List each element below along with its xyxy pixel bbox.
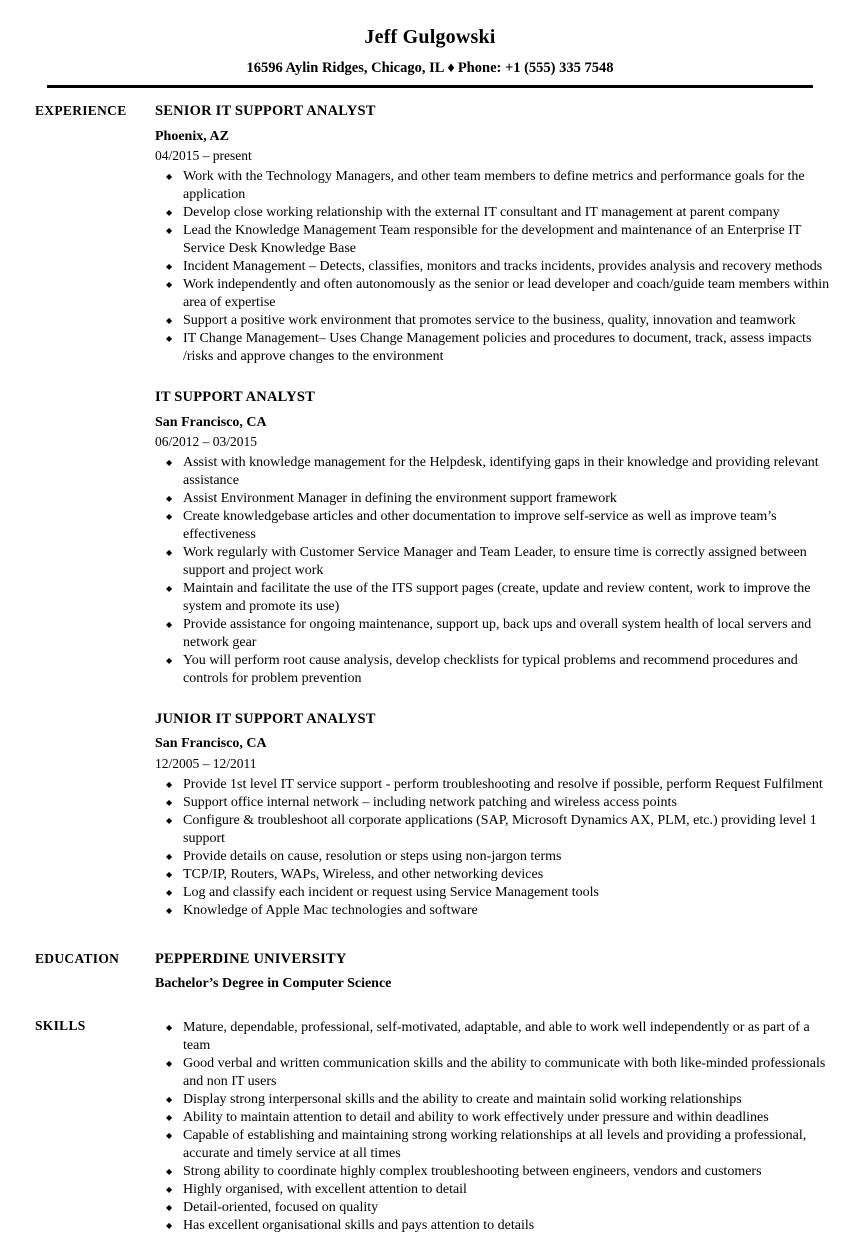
list-item: ◆ Assist Environment Manager in defining the environment support framework	[155, 490, 830, 508]
job-title: JUNIOR IT SUPPORT ANALYST	[155, 710, 376, 727]
list-item: ◆ Work with the Technology Managers, and other team members to define metrics and performance goals for the application	[155, 168, 830, 204]
list-item: ◆ Ability to maintain attention to detail and ability to work effectively under pressure and within deadlines	[155, 1109, 830, 1127]
list-item: ◆ IT Change Management– Uses Change Management policies and procedures to document, track, assess impacts /risks and approve changes to the environment	[155, 330, 830, 366]
list-item: ◆ Display strong interpersonal skills and the ability to create and maintain solid working relationships	[155, 1091, 830, 1109]
job-dates: 06/2012 – 03/2015	[155, 434, 258, 449]
job-bullet-list	[155, 454, 830, 688]
list-item: ◆ Incident Management – Detects, classifies, monitors and tracks incidents, provides analysis and recovery methods	[155, 258, 830, 276]
job-dates: 12/2005 – 12/2011	[155, 755, 257, 771]
job-bullet-list	[155, 776, 830, 920]
section-label-experience: EXPERIENCE	[35, 103, 127, 119]
list-item: ◆ Has excellent organisational skills and pays attention to details	[155, 1217, 830, 1235]
job-location: Phoenix, AZ	[155, 128, 229, 144]
job-title: IT SUPPORT ANALYST	[155, 389, 315, 406]
list-item: ◆ TCP/IP, Routers, WAPs, Wireless, and other networking devices	[155, 866, 830, 884]
experience-entry	[155, 710, 830, 920]
list-item: ◆ Create knowledgebase articles and other documentation to improve self-service as well as improve team’s effectiveness	[155, 508, 830, 544]
list-item: ◆ Assist with knowledge management for the Helpdesk, identifying gaps in their knowledge and providing relevant assistance	[155, 454, 830, 490]
job-dates: 04/2015 – present	[155, 148, 252, 164]
experience-entry	[155, 388, 830, 688]
list-item: ◆ Detail-oriented, focused on quality	[155, 1199, 830, 1217]
list-item: ◆ Knowledge of Apple Mac technologies and software	[155, 902, 830, 920]
list-item: ◆ Good verbal and written communication skills and the ability to communicate with both like-minded professionals and non IT users	[155, 1055, 830, 1091]
experience-entry	[155, 102, 830, 366]
list-item: ◆ Provide assistance for ongoing maintenance, support up, back ups and overall system health of local servers and network gear	[155, 616, 830, 652]
list-item: ◆ Maintain and facilitate the use of the ITS support pages (create, update and review content, work to improve the system and promote its use)	[155, 580, 830, 616]
diamond-separator-icon: ♦	[447, 60, 455, 76]
contact-line	[0, 60, 860, 77]
list-item: ◆ Provide 1st level IT service support - perform troubleshooting and resolve if possible, perform Request Fulfilment	[155, 776, 830, 794]
list-item: ◆ Work regularly with Customer Service Manager and Team Leader, to ensure time is correctly assigned between support and project work	[155, 544, 830, 580]
job-bullet-list	[155, 168, 830, 366]
list-item: ◆ Provide details on cause, resolution or steps using non-jargon terms	[155, 848, 830, 866]
list-item: ◆ Capable of establishing and maintaining strong working relationships at all levels and providing a professional, accurate and timely service at all times	[155, 1127, 830, 1163]
list-item: ◆ Work independently and often autonomously as the senior or lead developer and coach/guide team members within area of expertise	[155, 276, 830, 312]
resume-header	[0, 0, 860, 88]
list-item: ◆ Lead the Knowledge Management Team responsible for the development and maintenance of an Enterprise IT Service Desk Knowledge Base	[155, 222, 830, 258]
section-label-skills: SKILLS	[35, 1017, 86, 1033]
section-experience	[35, 102, 830, 919]
education-degree: Bachelor’s Degree in Computer Science	[155, 976, 392, 992]
education-body	[155, 950, 830, 995]
list-item: ◆ Support a positive work environment that promotes service to the business, quality, innovation and teamwork	[155, 312, 830, 330]
list-item: ◆ Mature, dependable, professional, self-motivated, adaptable, and able to work well independently or as part of a team	[155, 1019, 830, 1055]
list-item: ◆ Develop close working relationship with the external IT consultant and IT management at parent company	[155, 204, 830, 222]
job-location: San Francisco, CA	[155, 414, 267, 430]
education-school: PEPPERDINE UNIVERSITY	[155, 950, 347, 967]
contact-address: 16596 Aylin Ridges, Chicago, IL	[246, 60, 445, 76]
resume-content	[0, 88, 860, 1234]
list-item: ◆ Strong ability to coordinate highly complex troubleshooting between engineers, vendors and customers	[155, 1163, 830, 1181]
contact-phone: Phone: +1 (555) 335 7548	[457, 60, 614, 76]
list-item: ◆ Support office internal network – including network patching and wireless access points	[155, 794, 830, 812]
candidate-name: Jeff Gulgowski	[364, 26, 496, 48]
experience-body	[155, 102, 830, 919]
list-item: ◆ Configure & troubleshoot all corporate applications (SAP, Microsoft Dynamics AX, PLM, etc.) providing level 1 support	[155, 812, 830, 848]
list-item: ◆ Log and classify each incident or request using Service Management tools	[155, 884, 830, 902]
job-location: San Francisco, CA	[155, 736, 267, 752]
list-item: ◆ You will perform root cause analysis, develop checklists for typical problems and recommend procedures and controls for problem prevention	[155, 652, 830, 688]
section-label-education: EDUCATION	[35, 950, 120, 966]
section-education	[35, 950, 830, 995]
skills-body	[155, 1017, 830, 1235]
skills-bullet-list	[155, 1019, 830, 1235]
job-title: SENIOR IT SUPPORT ANALYST	[155, 103, 376, 120]
section-skills	[35, 1017, 830, 1235]
list-item: ◆ Highly organised, with excellent attention to detail	[155, 1181, 830, 1199]
